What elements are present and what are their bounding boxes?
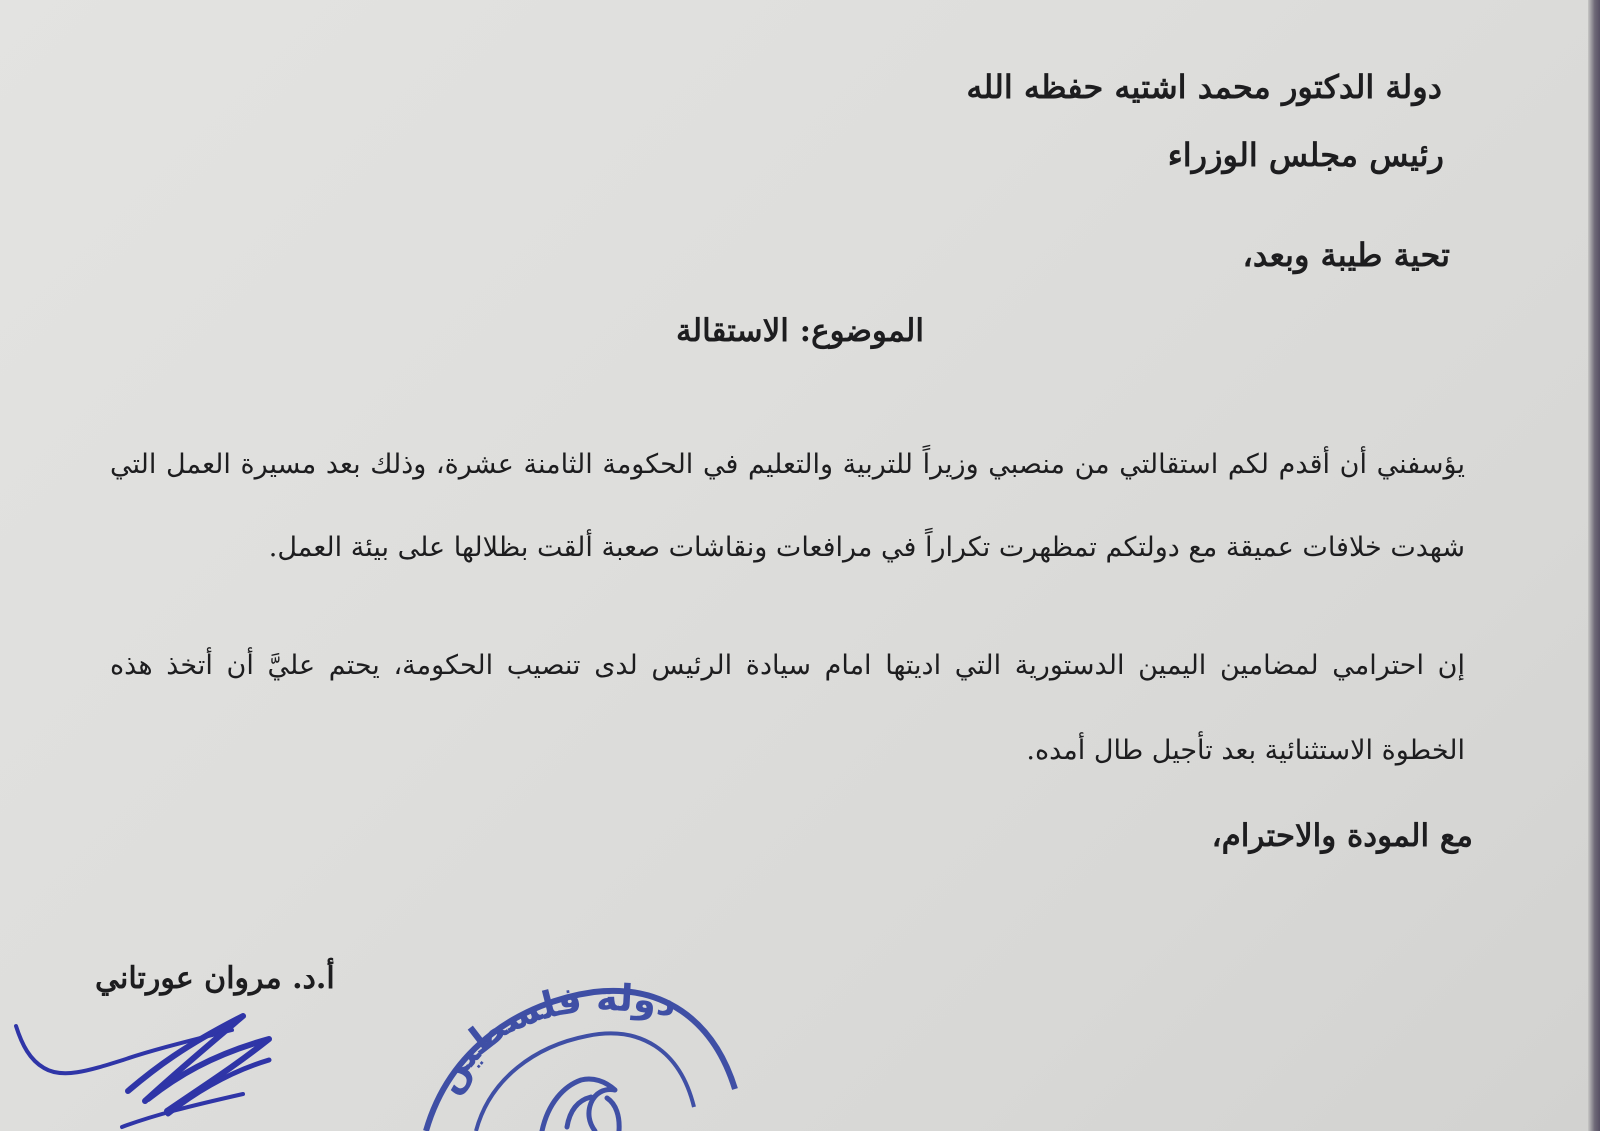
signer-name: أ.د. مروان عورتاني [95, 961, 335, 996]
stamp-arc-text: دولة فلسطين [424, 982, 680, 1101]
paragraph-1-line-1: يؤسفني أن أقدم لكم استقالتي من منصبي وزيراً للتربية والتعليم في الحكومة الثامنة عشرة، وذلك بعد مسيرة العمل التي [110, 449, 1465, 480]
letter-subject: الموضوع: الاستقالة [676, 313, 924, 349]
greeting: تحية طيبة وبعد، [1242, 236, 1450, 274]
handwritten-signature [0, 1006, 290, 1131]
signature-stroke-mark-1 [128, 1016, 243, 1101]
paper-edge-shadow [1588, 0, 1600, 1131]
recipient-title: رئيس مجلس الوزراء [1167, 136, 1444, 174]
paragraph-2-line-1: إن احترامي لمضامين اليمين الدستورية التي اديتها امام سيادة الرئيس لدى تنصيب الحكومة، يحتم عليَّ أن أتخذ هذه [110, 650, 1465, 681]
recipient-line: دولة الدكتور محمد اشتيه حفظه الله [966, 68, 1442, 106]
eagle-emblem-icon [542, 1079, 619, 1131]
closing-line: مع المودة والاحترام، [1211, 818, 1473, 854]
paragraph-2-line-2: الخطوة الاستثنائية بعد تأجيل طال أمده. [1026, 735, 1465, 766]
official-stamp [410, 982, 760, 1131]
paragraph-1-line-2: شهدت خلافات عميقة مع دولتكم تمظهرت تكراراً في مرافعات ونقاشات صعبة ألقت بظلالها على بيئة العمل. [268, 532, 1465, 563]
stamp-inner-ring [476, 1033, 694, 1131]
